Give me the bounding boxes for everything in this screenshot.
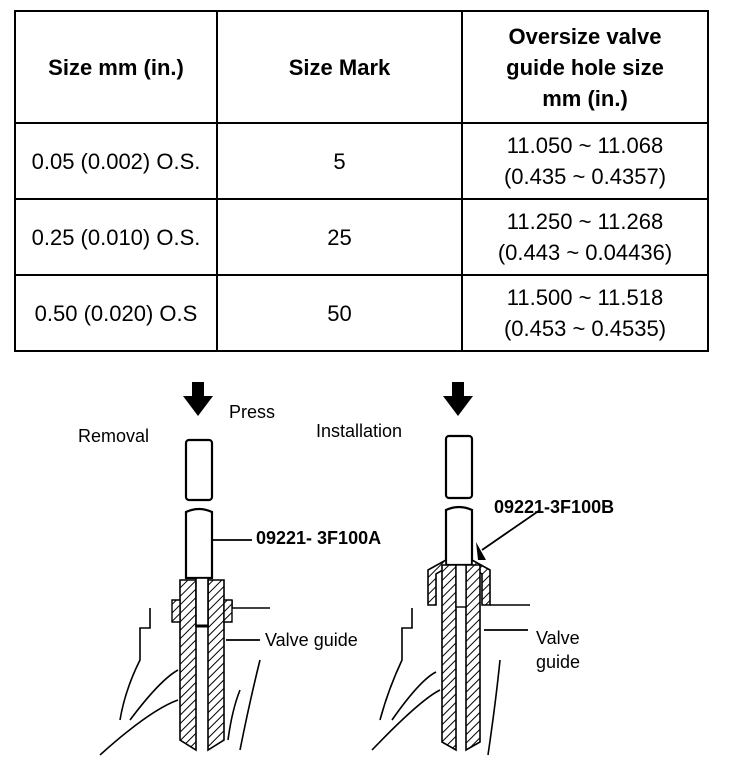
press-arrow-icon — [443, 382, 473, 416]
table-header-row — [15, 11, 708, 123]
cell-size: 0.05 (0.002) O.S. — [15, 123, 217, 199]
header-hole-line2: guide hole size — [506, 54, 664, 80]
header-size-text: Size mm (in.) — [48, 54, 184, 80]
removal-tool-label: 09221- 3F100A — [256, 528, 382, 548]
removal-label: Removal — [78, 426, 150, 446]
header-hole-size — [462, 11, 708, 123]
cell-size: 0.50 (0.020) O.S — [15, 275, 217, 351]
installation-label: Installation — [316, 421, 403, 441]
table-row — [15, 199, 708, 275]
installation-valve-label: Valve — [536, 628, 580, 648]
valve-guide-size-table — [14, 10, 709, 352]
cell-hole-mm: 11.500 ~ 11.518 — [506, 285, 664, 310]
cell-hole — [462, 123, 708, 199]
header-size-mark — [217, 11, 462, 123]
cell-hole-in: (0.443 ~ 0.04436) — [497, 240, 673, 265]
cell-hole-in: (0.453 ~ 0.4535) — [503, 316, 667, 341]
installation-guide-label: guide — [536, 652, 581, 672]
cell-mark: 5 — [217, 123, 462, 199]
removal-valve-guide-label: Valve guide — [265, 630, 358, 650]
cell-mark: 50 — [217, 275, 462, 351]
press-label: Press — [229, 402, 276, 422]
installation-tool-label: 09221-3F100B — [494, 497, 615, 517]
cell-hole-in: (0.435 ~ 0.4357) — [503, 164, 667, 189]
cell-size: 0.25 (0.010) O.S. — [15, 199, 217, 275]
cell-hole — [462, 199, 708, 275]
cell-mark: 25 — [217, 199, 462, 275]
header-mark-text: Size Mark — [288, 54, 391, 80]
valve-guide-diagram — [0, 360, 736, 775]
header-hole-line3: mm (in.) — [542, 85, 628, 111]
cell-hole-mm: 11.250 ~ 11.268 — [506, 209, 664, 234]
cell-hole-mm: 11.050 ~ 11.068 — [506, 133, 664, 158]
cell-hole — [462, 275, 708, 351]
header-size — [15, 11, 217, 123]
header-hole-line1: Oversize valve — [508, 23, 662, 49]
table-row — [15, 123, 708, 199]
press-arrow-icon — [183, 382, 213, 416]
table-row — [15, 275, 708, 351]
